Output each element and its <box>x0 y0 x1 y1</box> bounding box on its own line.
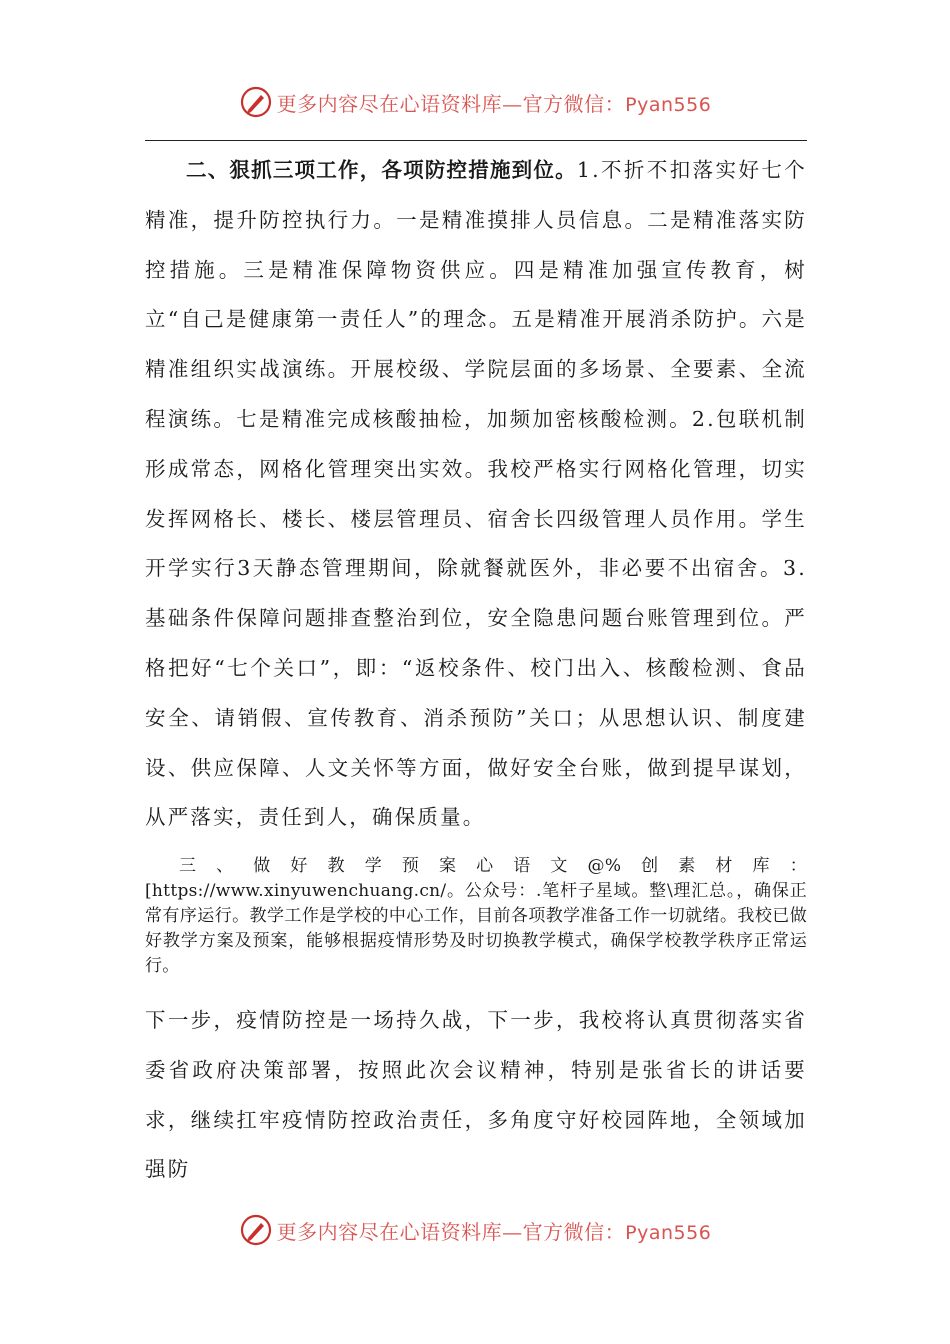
header-banner <box>0 82 950 122</box>
paragraph-teaching: 三、做好教学预案心语文@%创素材库：[https://www.xinyuwenchuang.cn/。公众号：.笔杆子星域。整\理汇总。，确保正常有序运行。教学工作是学校的中心工作，目前各项教学准备工作一切就绪。我校已做好教学方案及预案，能够根据疫情形势及时切换教学模式，确保学校教学秩序正常运行。 <box>145 856 807 976</box>
section-heading-measures: 二、狠抓三项工作，各项防控措施到位。 <box>186 158 577 182</box>
paragraph-measures <box>145 146 807 843</box>
paragraph-next-step: 下一步，疫情防控是一场持久战，下一步，我校将认真贯彻落实省委省政府决策部署，按照此次会议精神，特别是张省长的讲话要求，继续扛牢疫情防控政治责任，多角度守好校园阵地，全领域加强防 <box>145 1008 807 1182</box>
header-banner-wechat-id: Pyan556 <box>625 93 712 116</box>
footer-banner-text: 更多内容尽在心语资料库—官方微信：Pyan556 <box>276 1219 712 1244</box>
header-divider <box>145 140 807 141</box>
footer-banner-wechat-id: Pyan556 <box>625 1221 712 1244</box>
header-banner-text: 更多内容尽在心语资料库—官方微信：Pyan556 <box>276 91 712 116</box>
paragraph-measures-body: 1.不折不扣落实好七个精准，提升防控执行力。一是精准摸排人员信息。二是精准落实防控措施。三是精准保障物资供应。四是精准加强宣传教育，树立“自己是健康第一责任人”的理念。五是精准开展消杀防护。六是精准组织实战演练。开展校级、学院层面的多场景、全要素、全流程演练。七是精准完成核酸抽检，加频加密核酸检测。2.包联机制形成常态，网格化管理突出实效。我校严格实行网格化管理，切实发挥网格长、楼长、楼层管理员、宿舍长四级管理人员作用。学生开学实行3天静态管理期间，除就餐就医外，非必要不出宿舍。3.基础条件保障问题排查整治到位，安全隐患问题台账管理到位。严格把好“七个关口”，即：“返校条件、校门出入、核酸检测、食品安全、请销假、宣传教育、消杀预防”关口；从思想认识、制度建设、供应保障、人文关怀等方面，做好安全台账，做到提早谋划，从严落实，责任到人，确保质量。 <box>145 158 807 830</box>
pen-circle-logo-icon <box>239 1213 273 1247</box>
pen-circle-logo-icon <box>239 85 273 119</box>
footer-banner <box>0 1210 950 1250</box>
